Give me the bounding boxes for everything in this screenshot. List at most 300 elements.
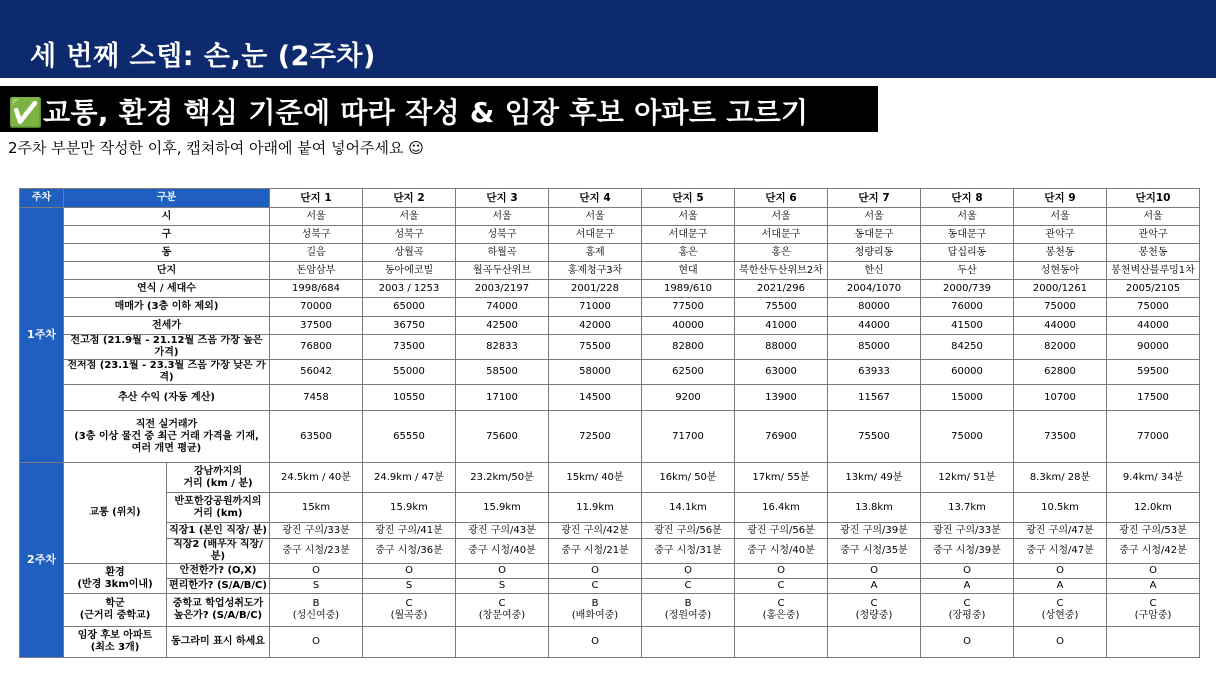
candidate-mark-cell-text: O	[312, 636, 320, 647]
data-cell-text: 12.0km	[1134, 501, 1172, 513]
candidate-mark-cell	[1014, 627, 1107, 658]
row-label-text: 전저점 (23.1월 - 23.3월 즈음 가장 낮은 가격)	[67, 360, 266, 383]
data-cell	[549, 298, 642, 317]
data-cell	[549, 539, 642, 564]
data-cell-text: O	[312, 565, 320, 576]
data-cell-text: 73500	[393, 341, 425, 352]
data-cell-text: O	[870, 565, 878, 576]
data-cell	[921, 335, 1014, 360]
data-cell	[921, 523, 1014, 539]
row-label-text: (3층 이상 물건 중 최근 거래 가격을 기재,	[74, 430, 259, 442]
data-cell-text: 41000	[765, 319, 797, 331]
data-cell-text: 77000	[1137, 430, 1169, 442]
data-cell-text: 82000	[1044, 341, 1076, 352]
candidate-mark-cell	[828, 627, 921, 658]
header-complex-text: 단지 3	[486, 192, 518, 204]
data-cell	[456, 208, 549, 226]
data-cell	[1014, 463, 1107, 493]
data-cell	[1014, 208, 1107, 226]
data-cell-text: 12km/ 51분	[938, 471, 996, 483]
data-cell	[828, 244, 921, 262]
row-label-text: 편리한가? (S/A/B/C)	[169, 580, 267, 591]
data-cell	[270, 280, 363, 298]
data-cell-text: 76000	[951, 301, 983, 312]
week2-label	[20, 463, 64, 658]
data-cell-text: 서울	[1143, 210, 1163, 222]
group-label-environment-text: (반경 3km이내)	[77, 578, 153, 590]
header-complex	[921, 189, 1014, 208]
row-label	[167, 493, 270, 523]
data-cell	[735, 298, 828, 317]
table-row	[20, 360, 1200, 385]
data-cell	[456, 385, 549, 411]
data-cell-text: 월곡두산위브	[473, 264, 531, 276]
data-cell	[270, 208, 363, 226]
data-cell-text: 16km/ 50분	[659, 471, 717, 483]
data-cell-text: 광진 구의/41분	[375, 524, 443, 536]
data-cell-text: 77500	[672, 301, 704, 312]
data-cell	[828, 463, 921, 493]
data-cell-text: 75500	[765, 301, 797, 312]
data-cell-text: 65000	[393, 301, 425, 312]
data-cell-text: S	[498, 580, 506, 591]
data-cell-text: 봉천벽산블루밍1차	[1111, 264, 1195, 276]
data-cell-text: 길음	[306, 246, 326, 258]
school-name: (창문여중)	[478, 610, 526, 621]
table-row	[20, 411, 1200, 463]
data-cell	[456, 463, 549, 493]
data-cell	[735, 493, 828, 523]
candidate-mark-cell	[1107, 627, 1200, 658]
data-cell	[456, 244, 549, 262]
data-cell-text: 56042	[300, 366, 332, 377]
table-row	[20, 244, 1200, 262]
data-cell-text: 65550	[393, 430, 425, 442]
data-cell-text: 17500	[1137, 391, 1169, 403]
row-label-text: 직전 실거래가	[135, 418, 198, 430]
data-cell	[270, 385, 363, 411]
data-cell	[270, 335, 363, 360]
header-complex-text: 단지 7	[858, 192, 890, 204]
data-cell	[828, 523, 921, 539]
table-row	[20, 523, 1200, 539]
row-label	[64, 360, 270, 385]
row-label-text: 추산 수익 (자동 계산)	[118, 391, 215, 403]
data-cell-text: 62500	[672, 366, 704, 377]
data-cell-text: O	[1056, 565, 1064, 576]
data-cell	[735, 564, 828, 579]
row-label-text: 거리 (km)	[193, 507, 243, 519]
data-cell	[735, 523, 828, 539]
data-cell-text: O	[684, 565, 692, 576]
data-cell-text: 서대문구	[668, 228, 708, 240]
data-cell	[828, 564, 921, 579]
school-name: (구암중)	[1134, 610, 1172, 621]
data-cell	[456, 411, 549, 463]
data-cell	[642, 579, 735, 594]
data-cell-text: 서울	[1050, 210, 1070, 222]
table-row	[20, 226, 1200, 244]
data-cell-text: 13.8km	[855, 501, 893, 513]
data-cell	[363, 317, 456, 335]
data-cell-text: 동아에코빌	[384, 264, 434, 276]
header-complex-text: 단지 4	[579, 192, 611, 204]
data-cell	[1014, 594, 1107, 627]
data-cell-text: 2000/1261	[1032, 282, 1088, 294]
data-cell-text: 2000/739	[943, 282, 991, 294]
row-label-text: 직장1 (본인 직장/ 분)	[169, 524, 267, 536]
candidate-mark-cell	[642, 627, 735, 658]
data-cell	[642, 523, 735, 539]
data-cell	[1107, 360, 1200, 385]
table-row	[20, 298, 1200, 317]
data-cell	[456, 280, 549, 298]
data-cell	[1107, 280, 1200, 298]
data-cell	[549, 594, 642, 627]
data-cell	[735, 385, 828, 411]
data-cell	[735, 579, 828, 594]
data-cell	[363, 226, 456, 244]
section-banner	[0, 86, 878, 132]
data-cell-text: 동대문구	[947, 228, 987, 240]
data-cell	[270, 579, 363, 594]
candidate-mark-cell	[549, 627, 642, 658]
data-cell-text: 2001/228	[571, 282, 619, 294]
data-cell	[549, 317, 642, 335]
data-cell	[456, 335, 549, 360]
school-name: (정원여중)	[664, 610, 712, 621]
data-cell	[549, 523, 642, 539]
data-cell-text: 24.5km / 40분	[281, 471, 351, 483]
data-cell	[1107, 411, 1200, 463]
data-cell-text: 2021/296	[757, 282, 805, 294]
row-label	[167, 539, 270, 564]
group-label-school	[64, 594, 167, 627]
table-row	[20, 262, 1200, 280]
data-cell-text: 서울	[306, 210, 326, 222]
data-cell	[549, 493, 642, 523]
school-name: (월곡중)	[390, 610, 428, 621]
data-cell-text: 10700	[1044, 391, 1076, 403]
row-label	[167, 564, 270, 579]
data-cell	[1107, 523, 1200, 539]
school-grade: C	[777, 598, 785, 609]
data-cell-text: 74000	[486, 301, 518, 312]
data-cell	[642, 280, 735, 298]
data-cell-text: 광진 구의/56분	[747, 524, 815, 536]
row-label-text: 시	[161, 210, 172, 222]
data-cell-text: 2004/1070	[846, 282, 902, 294]
data-cell-text: O	[405, 565, 413, 576]
data-cell-text: 63000	[765, 366, 797, 377]
data-cell-text: 60000	[951, 366, 983, 377]
data-cell-text: 75600	[486, 430, 518, 442]
data-cell	[270, 226, 363, 244]
page-title: 세 번째 스텝: 손,눈 (2주차)	[30, 41, 376, 72]
data-cell-text: 10550	[393, 391, 425, 403]
data-cell-text: 15000	[951, 391, 983, 403]
table-row	[20, 579, 1200, 594]
data-cell-text: 홍제청구3차	[567, 264, 623, 276]
school-grade: C	[963, 598, 971, 609]
data-cell	[921, 244, 1014, 262]
data-cell-text: 15km	[301, 501, 331, 513]
data-cell-text: 82833	[486, 341, 518, 352]
data-cell	[642, 539, 735, 564]
data-cell-text: 11567	[858, 391, 890, 403]
data-cell-text: 관악구	[1138, 228, 1168, 240]
data-cell-text: 13900	[765, 391, 797, 403]
data-cell	[1107, 298, 1200, 317]
row-label	[64, 411, 270, 463]
data-cell	[549, 280, 642, 298]
header-complex	[642, 189, 735, 208]
data-cell	[921, 280, 1014, 298]
header-complex-text: 단지 5	[672, 192, 704, 204]
data-cell	[270, 564, 363, 579]
data-cell	[828, 579, 921, 594]
data-cell-text: 봉천동	[1045, 246, 1075, 258]
group-label-transport-text: 교통 (위치)	[89, 507, 141, 518]
data-cell	[1107, 579, 1200, 594]
data-cell-text: 2005/2105	[1125, 282, 1181, 294]
row-label	[64, 280, 270, 298]
data-cell-text: C	[684, 580, 692, 591]
row-label	[64, 335, 270, 360]
data-cell	[363, 493, 456, 523]
data-cell	[921, 360, 1014, 385]
header-complex-text: 단지10	[1135, 192, 1171, 204]
data-cell	[642, 226, 735, 244]
data-cell	[828, 539, 921, 564]
data-cell-text: 홍은	[771, 246, 791, 258]
data-cell	[828, 317, 921, 335]
data-cell	[735, 208, 828, 226]
data-cell	[549, 360, 642, 385]
group-label-candidate-text: (최소 3개)	[90, 642, 140, 653]
data-cell	[363, 335, 456, 360]
data-cell-text: 서울	[957, 210, 977, 222]
data-cell	[549, 335, 642, 360]
row-label-text: 연식 / 세대수	[137, 282, 196, 294]
header-category	[64, 189, 270, 208]
data-cell-text: 중구 시청/36분	[375, 545, 443, 556]
data-cell	[642, 360, 735, 385]
data-cell	[270, 523, 363, 539]
table-row	[20, 493, 1200, 523]
data-cell	[921, 579, 1014, 594]
data-cell	[642, 564, 735, 579]
data-cell	[363, 385, 456, 411]
school-name: (홍은중)	[762, 610, 800, 621]
data-cell	[270, 360, 363, 385]
header-complex	[1014, 189, 1107, 208]
data-cell	[735, 463, 828, 493]
row-label-text: 중학교 학업성취도가	[172, 598, 264, 609]
data-cell	[549, 262, 642, 280]
group-label-environment-text: 환경	[105, 566, 125, 578]
data-cell-text: 58500	[486, 366, 518, 377]
data-cell	[363, 360, 456, 385]
row-label-text: 강남까지의	[193, 465, 243, 477]
data-cell	[363, 539, 456, 564]
data-cell-text: 75000	[1044, 301, 1076, 312]
data-cell-text: 90000	[1137, 341, 1169, 352]
data-cell-text: 15.9km	[483, 501, 521, 513]
data-cell-text: 17km/ 55분	[752, 471, 810, 483]
data-cell	[363, 523, 456, 539]
data-cell	[1107, 335, 1200, 360]
data-cell	[642, 298, 735, 317]
row-label-text: 거리 (km / 분)	[183, 477, 253, 489]
data-cell	[921, 594, 1014, 627]
data-cell	[1014, 244, 1107, 262]
data-cell	[1014, 360, 1107, 385]
data-cell	[921, 564, 1014, 579]
data-cell-text: 14.1km	[669, 501, 707, 513]
school-name: (장평중)	[948, 610, 986, 621]
table-row	[20, 335, 1200, 360]
row-label	[167, 594, 270, 627]
data-cell	[828, 298, 921, 317]
row-label-text: 구	[161, 228, 172, 240]
data-cell-text: 80000	[858, 301, 890, 312]
data-cell-text: 성북구	[301, 228, 331, 240]
data-cell-text: 서울	[678, 210, 698, 222]
data-cell	[363, 579, 456, 594]
data-cell-text: 광진 구의/33분	[282, 524, 350, 536]
data-cell-text: 82800	[672, 341, 704, 352]
data-cell	[1107, 539, 1200, 564]
data-cell	[921, 208, 1014, 226]
data-cell	[270, 244, 363, 262]
data-cell	[456, 564, 549, 579]
data-cell	[1014, 539, 1107, 564]
data-cell-text: 중구 시청/21분	[561, 545, 629, 556]
data-cell-text: 9200	[675, 391, 701, 403]
data-cell-text: 70000	[300, 301, 332, 312]
data-cell	[1107, 493, 1200, 523]
data-cell	[921, 226, 1014, 244]
data-cell-text: 광진 구의/47분	[1026, 524, 1094, 536]
data-cell-text: 성현동아	[1040, 264, 1080, 276]
data-cell-text: 16.4km	[762, 501, 800, 513]
week1-label	[20, 208, 64, 463]
data-cell-text: 8.3km/ 28분	[1029, 471, 1091, 483]
data-cell-text: 71700	[672, 430, 704, 442]
data-cell-text: A	[870, 580, 878, 591]
data-cell	[1107, 226, 1200, 244]
data-cell	[1107, 262, 1200, 280]
data-cell-text: 성북구	[487, 228, 517, 240]
data-cell-text: 서울	[771, 210, 791, 222]
data-cell-text: 37500	[300, 319, 332, 331]
data-cell	[735, 244, 828, 262]
data-cell-text: 홍제	[585, 246, 605, 258]
data-cell-text: 75000	[1137, 301, 1169, 312]
header-complex-text: 단지 9	[1044, 192, 1076, 204]
data-cell	[363, 594, 456, 627]
row-label	[167, 579, 270, 594]
data-cell-text: 63933	[858, 366, 890, 377]
candidate-mark-cell	[735, 627, 828, 658]
table-row	[20, 594, 1200, 627]
data-cell	[456, 226, 549, 244]
school-name: (배화여중)	[571, 610, 619, 621]
row-label-text: 동	[161, 246, 172, 258]
data-cell	[456, 493, 549, 523]
data-cell-text: 돈암삼부	[296, 264, 336, 276]
data-cell	[456, 539, 549, 564]
data-cell	[270, 298, 363, 317]
data-cell-text: 40000	[672, 319, 704, 331]
data-cell-text: 62800	[1044, 366, 1076, 377]
data-cell	[921, 317, 1014, 335]
group-label-school-text: 학군	[105, 598, 125, 609]
data-cell-text: 72500	[579, 430, 611, 442]
data-cell	[1107, 463, 1200, 493]
school-name: (상현중)	[1041, 610, 1079, 621]
data-cell	[270, 594, 363, 627]
data-cell-text: 두산	[957, 264, 977, 276]
data-cell	[363, 208, 456, 226]
data-cell	[363, 298, 456, 317]
data-cell	[549, 564, 642, 579]
school-grade: B	[591, 598, 599, 609]
data-cell	[363, 280, 456, 298]
week2-label-text: 2주차	[27, 553, 56, 566]
school-grade: B	[684, 598, 692, 609]
data-cell	[735, 411, 828, 463]
data-cell-text: 북한산두산위브2차	[739, 264, 823, 276]
row-label	[167, 627, 270, 658]
school-name: (청량중)	[855, 610, 893, 621]
data-cell-text: O	[591, 565, 599, 576]
data-cell-text: 서울	[492, 210, 512, 222]
data-cell-text: 중구 시청/31분	[654, 545, 722, 556]
header-complex-text: 단지 1	[300, 192, 332, 204]
data-cell-text: 17100	[486, 391, 518, 403]
data-cell-text: S	[312, 580, 320, 591]
candidate-mark-cell	[456, 627, 549, 658]
data-cell-text: 서대문구	[575, 228, 615, 240]
data-cell	[828, 385, 921, 411]
data-cell-text: 중구 시청/40분	[747, 545, 815, 556]
data-cell	[828, 411, 921, 463]
data-cell-text: 광진 구의/33분	[933, 524, 1001, 536]
data-cell-text: 상월곡	[394, 246, 424, 258]
table-row	[20, 280, 1200, 298]
data-cell-text: 1989/610	[664, 282, 712, 294]
data-cell-text: 13.7km	[948, 501, 986, 513]
data-cell-text: 15.9km	[390, 501, 428, 513]
data-cell	[549, 208, 642, 226]
data-cell	[1107, 564, 1200, 579]
header-complex-text: 단지 8	[951, 192, 983, 204]
row-label	[64, 385, 270, 411]
data-cell-text: 한신	[864, 264, 884, 276]
section-banner-title: ✅교통, 환경 핵심 기준에 따라 작성 & 임장 후보 아파트 고르기	[8, 96, 809, 129]
data-cell-text: A	[1056, 580, 1064, 591]
data-cell-text: 청량리동	[854, 246, 894, 258]
school-grade: C	[498, 598, 506, 609]
candidate-mark-cell	[270, 627, 363, 658]
data-cell	[1107, 317, 1200, 335]
row-label-text: 반포한강공원까지의	[174, 495, 262, 507]
data-cell	[363, 262, 456, 280]
data-cell	[1014, 493, 1107, 523]
data-cell-text: O	[963, 565, 971, 576]
